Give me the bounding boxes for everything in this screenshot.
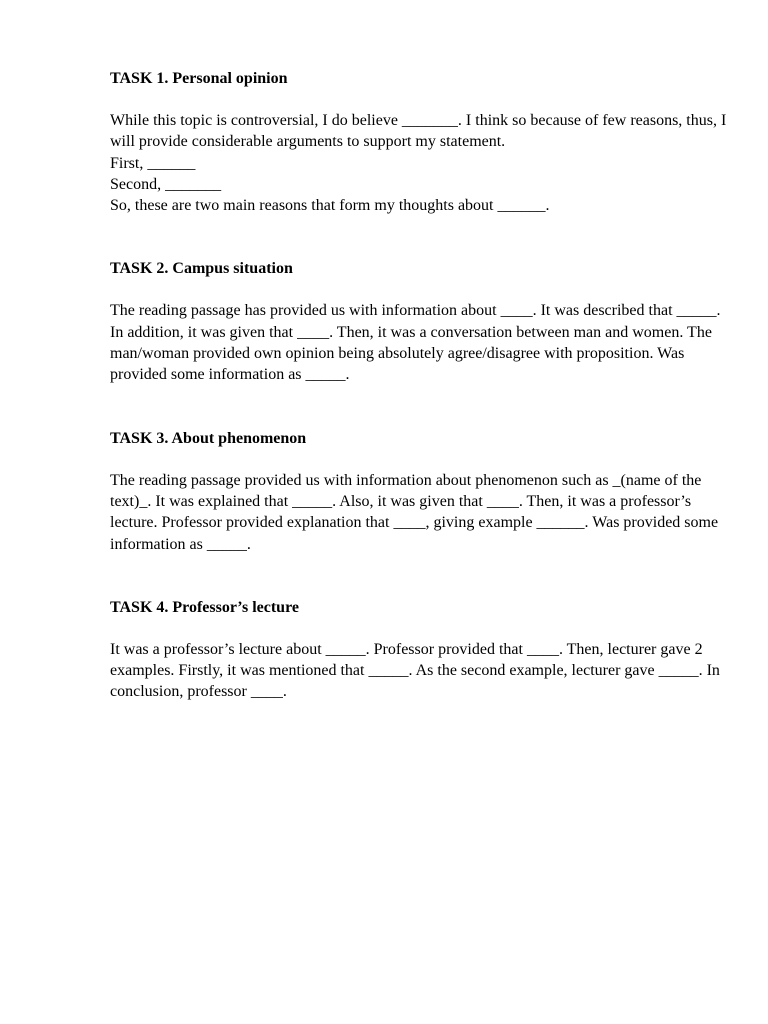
task-3-section bbox=[110, 428, 730, 555]
task-3-template-text: The reading passage provided us with information about phenomenon such as _(name of the text)_. It was explained that _____. Also, it was given that ____. Then, it was a professor’s lecture. Professor provided explanation that ____, giving example ______. Was provided some information as _____. bbox=[110, 471, 719, 553]
task-4-section bbox=[110, 597, 730, 703]
task-4-template-text: It was a professor’s lecture about _____. Professor provided that ____. Then, lecturer gave 2 examples. Firstly, it was mentioned that _____. As the second example, lecturer gave _____. In conclusion, professor ____. bbox=[110, 640, 720, 701]
task-3-heading: TASK 3. About phenomenon bbox=[110, 429, 307, 447]
task-4-heading: TASK 4. Professor’s lecture bbox=[110, 598, 299, 616]
task-2-section bbox=[110, 258, 730, 385]
task-1-template-text: While this topic is controversial, I do believe _______. I think so because of few reasons, thus, I will provide considerable arguments to support my statement. First, ______ Second, _______ So, these are two main reasons that form my thoughts about ______. bbox=[110, 112, 727, 215]
task-2-heading: TASK 2. Campus situation bbox=[110, 260, 293, 278]
task-1-heading: TASK 1. Personal opinion bbox=[110, 70, 288, 87]
task-2-template-text: The reading passage has provided us with information about ____. It was described that _____. In addition, it was given that ____. Then, it was a conversation between man and women. The man/woman provided own opinion being absolutely agree/disagree with proposition. Was provided some information as _____. bbox=[110, 302, 721, 384]
document-page bbox=[110, 68, 730, 703]
task-1-section bbox=[110, 68, 730, 216]
